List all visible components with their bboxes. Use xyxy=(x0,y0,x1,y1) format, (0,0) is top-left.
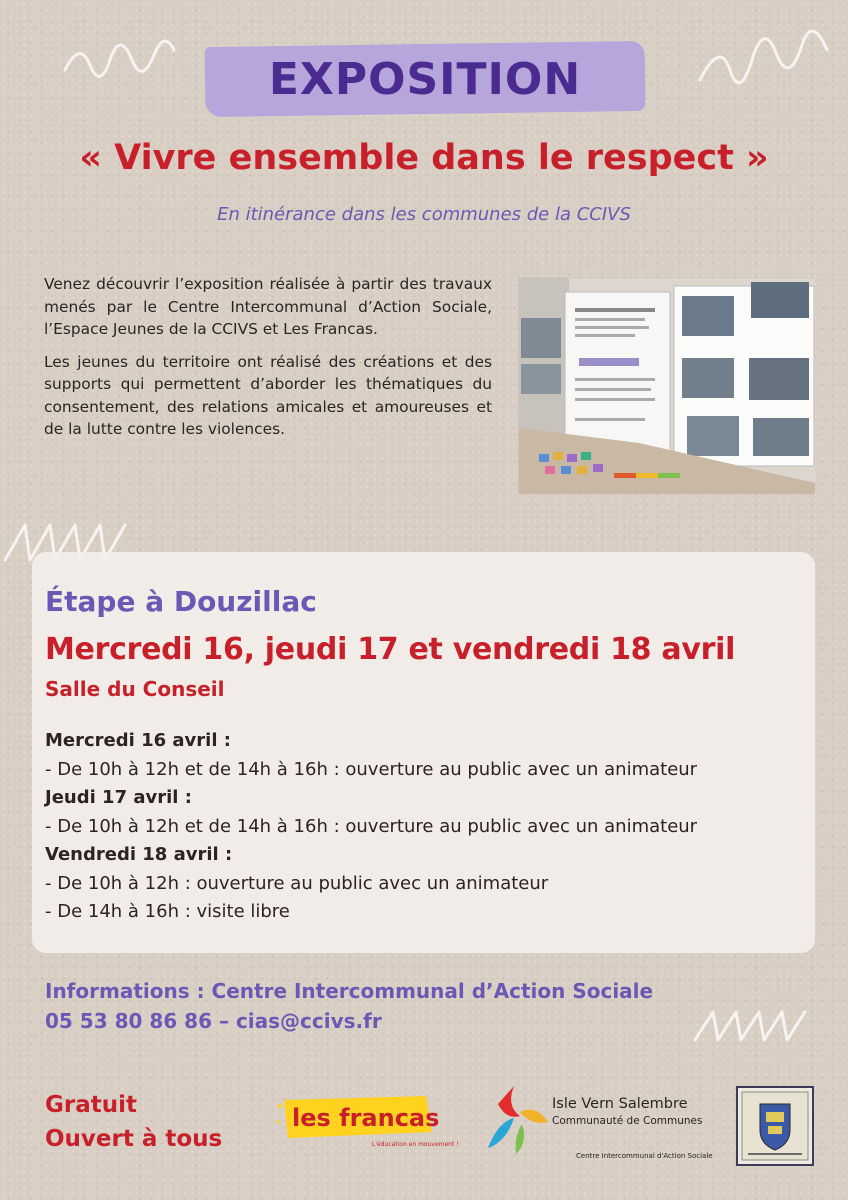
francas-tagline: L'éducation en mouvement ! xyxy=(372,1141,459,1148)
ouvert-label: Ouvert à tous xyxy=(45,1126,223,1152)
schedule-day: Mercredi 16 avril : xyxy=(45,730,231,751)
coat-of-arms-image xyxy=(736,1086,814,1166)
francas-wordmark: les francas xyxy=(292,1104,440,1132)
exposition-banner: EXPOSITION xyxy=(268,53,582,105)
etape-heading: Étape à Douzillac xyxy=(45,585,317,618)
intro-paragraph-1: Venez découvrir l’exposition réalisée à partir des travaux menés par le Centre Intercommunal d’Action Sociale, l’Espace Jeunes de la CCIVS et Les Francas. xyxy=(44,275,492,338)
intro-text xyxy=(44,273,492,441)
schedule-day: Jeudi 17 avril : xyxy=(45,787,192,808)
event-dates: Mercredi 16, jeudi 17 et vendredi 18 avril xyxy=(45,632,736,667)
les-francas-logo xyxy=(276,1092,459,1152)
isle-vern-salembre-logo xyxy=(484,1082,714,1162)
exhibition-title: « Vivre ensemble dans le respect » xyxy=(79,138,769,178)
schedule-slot: - De 10h à 12h : ouverture au public avec un animateur xyxy=(45,872,549,894)
ivs-cias: Centre Intercommunal d'Action Sociale xyxy=(576,1152,713,1160)
schedule-slot: - De 10h à 12h et de 14h à 16h : ouverture au public avec un animateur xyxy=(45,758,698,780)
scribble-decoration-right xyxy=(690,1000,840,1050)
contact-info xyxy=(45,976,653,1036)
scribble-decoration-top-left xyxy=(60,30,180,90)
schedule-slot: - De 14h à 16h : visite libre xyxy=(45,901,290,922)
contact-organization: Informations : Centre Intercommunal d’Action Sociale xyxy=(45,979,654,1003)
event-venue: Salle du Conseil xyxy=(45,677,225,701)
scribble-decoration-top-right xyxy=(690,20,840,110)
ivs-name: Isle Vern Salembre xyxy=(552,1096,688,1112)
gratuit-label: Gratuit xyxy=(45,1092,137,1118)
schedule xyxy=(45,727,785,927)
contact-phone-email: 05 53 80 86 86 – cias@ccivs.fr xyxy=(45,1009,382,1033)
schedule-day: Vendredi 18 avril : xyxy=(45,844,233,865)
free-admission xyxy=(45,1088,222,1156)
intro-paragraph-2: Les jeunes du territoire ont réalisé des créations et des supports qui permettent d’aborder les thématiques du consentement, des relations amicales et amoureuses et de la lutte contre les violences. xyxy=(44,352,492,438)
exhibition-subtitle: En itinérance dans les communes de la CCIVS xyxy=(217,204,631,225)
exhibition-photo xyxy=(518,277,814,493)
ivs-subtitle: Communauté de Communes xyxy=(552,1115,703,1127)
schedule-slot: - De 10h à 12h et de 14h à 16h : ouverture au public avec un animateur xyxy=(45,815,698,837)
